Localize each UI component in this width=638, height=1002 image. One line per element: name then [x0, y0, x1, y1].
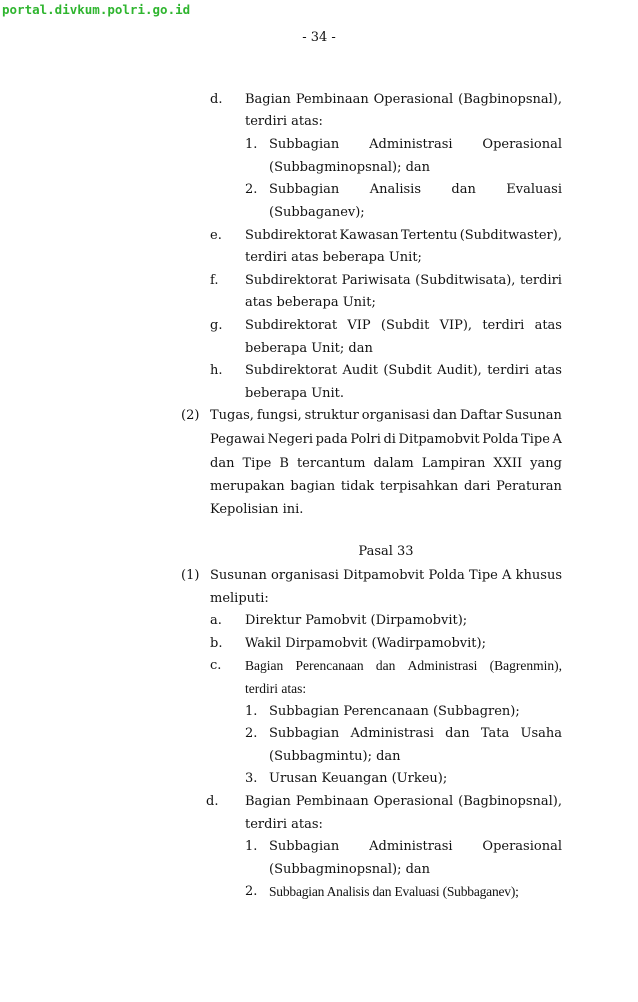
word: pada — [315, 432, 348, 447]
item-e-line2: terdiri atas beberapa Unit; — [245, 250, 422, 265]
word: Pembinaan — [295, 92, 369, 107]
item-label: d. — [210, 92, 223, 107]
word: Susunan — [210, 568, 267, 583]
word: struktur — [304, 408, 359, 423]
word: Usaha — [520, 726, 562, 741]
word: Perencanaan — [295, 658, 364, 673]
word: (Subditwisata), — [415, 273, 516, 288]
word: Kawasan — [339, 228, 399, 243]
paragraph-label: (1) — [181, 568, 200, 583]
word: XXII — [493, 456, 523, 471]
item-label: 1. — [245, 137, 258, 152]
word: Subdirektorat — [245, 318, 338, 333]
word: Pariwisata — [341, 273, 411, 288]
item-label: 2. — [245, 182, 258, 197]
item-d2-line2: (Subbaganev); — [269, 205, 365, 220]
word: B — [279, 456, 289, 471]
word: (Bagrenmin), — [489, 658, 562, 673]
word: Evaluasi — [506, 182, 562, 197]
word: Tata — [480, 726, 510, 741]
word: Daftar — [459, 408, 503, 423]
item-f-line2: atas beberapa Unit; — [245, 295, 376, 310]
word: merupakan — [210, 479, 285, 494]
word: tercantum — [296, 456, 366, 471]
word: Subbagian — [269, 182, 340, 197]
item-g-line1 — [245, 316, 562, 336]
word: dalam — [373, 456, 414, 471]
word: bagian — [290, 479, 336, 494]
word: yang — [530, 456, 562, 471]
item-d2-line1 — [269, 180, 562, 200]
word: organisasi — [361, 408, 430, 423]
word: Negeri — [267, 432, 314, 447]
word: Peraturan — [496, 479, 562, 494]
word: Polri — [350, 432, 381, 447]
word: Operasional — [373, 794, 454, 809]
page-number: - 34 - — [302, 30, 336, 45]
item-label: a. — [210, 613, 222, 628]
item-d-second-1-line2: (Subbagminopsnal); dan — [269, 862, 431, 877]
paragraph-2-line5: Kepolisian ini. — [210, 502, 304, 517]
word: Susunan — [505, 408, 562, 423]
word: fungsi, — [256, 408, 302, 423]
word: Analisis — [369, 182, 422, 197]
word: Bagian — [245, 92, 291, 107]
item-d-line1 — [245, 90, 562, 110]
word: organisasi — [271, 568, 339, 583]
word: Subdirektorat — [245, 228, 338, 243]
word: Operasional — [373, 92, 454, 107]
word: Bagian — [245, 658, 284, 673]
watermark: portal.divkum.polri.go.id — [2, 2, 191, 17]
item-g-line2: beberapa Unit; dan — [245, 341, 373, 356]
item-label: 2. — [245, 884, 258, 899]
item-e-line1 — [245, 226, 562, 246]
item-c-line1 — [245, 656, 562, 676]
item-label: e. — [210, 228, 222, 243]
word: terdiri — [487, 363, 530, 378]
word: dan — [451, 182, 476, 197]
word: VIP — [347, 318, 371, 333]
word: Ditpamobvit — [343, 568, 425, 583]
word: Operasional — [482, 137, 562, 152]
word: Audit — [342, 363, 378, 378]
word: Tertentu — [400, 228, 458, 243]
item-a-text: Direktur Pamobvit (Dirpamobvit); — [245, 613, 468, 628]
item-d1-line1 — [269, 135, 562, 155]
paragraph-2-line4 — [210, 477, 562, 497]
item-d-line2: terdiri atas: — [245, 114, 323, 129]
item-d-second-2-text: Subbagian Analisis dan Evaluasi (Subbaganev); — [269, 884, 519, 899]
word: Tipe — [242, 456, 272, 471]
item-label: f. — [210, 273, 219, 288]
word: VIP), — [439, 318, 473, 333]
word: (Bagbinopsnal), — [458, 794, 562, 809]
item-h-line2: beberapa Unit. — [245, 386, 345, 401]
word: terdiri — [519, 273, 562, 288]
word: khusus — [515, 568, 562, 583]
word: terdiri — [482, 318, 525, 333]
word: Polda — [428, 568, 465, 583]
word: Tipe — [468, 568, 498, 583]
paragraph-1-line1 — [210, 566, 562, 586]
paragraph-1-line2: meliputi: — [210, 591, 269, 606]
item-label: 3. — [245, 771, 258, 786]
item-label: d. — [206, 794, 219, 809]
word: dan — [210, 456, 235, 471]
item-c2-line2: (Subbagmintu); dan — [269, 749, 401, 764]
word: dan — [432, 408, 458, 423]
word: Subbagian — [269, 137, 340, 152]
word: dan — [445, 726, 470, 741]
item-label: h. — [210, 363, 223, 378]
word: di — [383, 432, 396, 447]
word: Pegawai — [210, 432, 265, 447]
word: dari — [464, 479, 491, 494]
word: Administrasi — [369, 137, 453, 152]
word: Subdirektorat — [245, 273, 338, 288]
word: Audit), — [437, 363, 482, 378]
word: Administrasi — [369, 839, 453, 854]
paragraph-label: (2) — [181, 408, 200, 423]
item-b-text: Wakil Dirpamobvit (Wadirpamobvit); — [245, 636, 486, 651]
item-c-line2: terdiri atas: — [245, 681, 307, 696]
word: Subbagian — [269, 839, 340, 854]
word: A — [502, 568, 512, 583]
section-heading: Pasal 33 — [358, 544, 414, 559]
word: Subbagian — [269, 726, 340, 741]
word: (Subditwaster), — [459, 228, 562, 243]
item-label: 1. — [245, 839, 258, 854]
word: atas — [534, 318, 562, 333]
item-d-second-line1 — [245, 792, 562, 812]
word: Operasional — [482, 839, 562, 854]
item-label: g. — [210, 318, 223, 333]
item-d1-line2: (Subbagminopsnal); dan — [269, 160, 431, 175]
paragraph-2-line1 — [210, 406, 562, 426]
word: (Subdit — [380, 318, 430, 333]
paragraph-2-line2 — [210, 430, 562, 450]
word: Bagian — [245, 794, 291, 809]
word: A — [552, 432, 562, 447]
word: (Subdit — [383, 363, 432, 378]
item-c3-text: Urusan Keuangan (Urkeu); — [269, 771, 448, 786]
word: Administrasi — [350, 726, 434, 741]
item-c1-text: Subbagian Perencanaan (Subbagren); — [269, 704, 520, 719]
word: Pembinaan — [295, 794, 369, 809]
word: Administrasi — [407, 658, 478, 673]
paragraph-2-line3 — [210, 454, 562, 474]
word: dan — [375, 658, 396, 673]
word: Polda — [482, 432, 519, 447]
word: terpisahkan — [379, 479, 459, 494]
item-d-second-line2: terdiri atas: — [245, 817, 323, 832]
word: Tipe — [521, 432, 550, 447]
item-label: b. — [210, 636, 223, 651]
item-h-line1 — [245, 361, 562, 381]
item-label: 1. — [245, 704, 258, 719]
word: (Bagbinopsnal), — [458, 92, 562, 107]
word: atas — [534, 363, 562, 378]
item-label: c. — [210, 658, 222, 673]
word: tidak — [340, 479, 375, 494]
word: Lampiran — [421, 456, 486, 471]
word: Subdirektorat — [245, 363, 338, 378]
item-c2-line1 — [269, 724, 562, 744]
word: Ditpamobvit — [398, 432, 480, 447]
item-f-line1 — [245, 271, 562, 291]
item-d-second-1-line1 — [269, 837, 562, 857]
word: Tugas, — [210, 408, 254, 423]
item-label: 2. — [245, 726, 258, 741]
